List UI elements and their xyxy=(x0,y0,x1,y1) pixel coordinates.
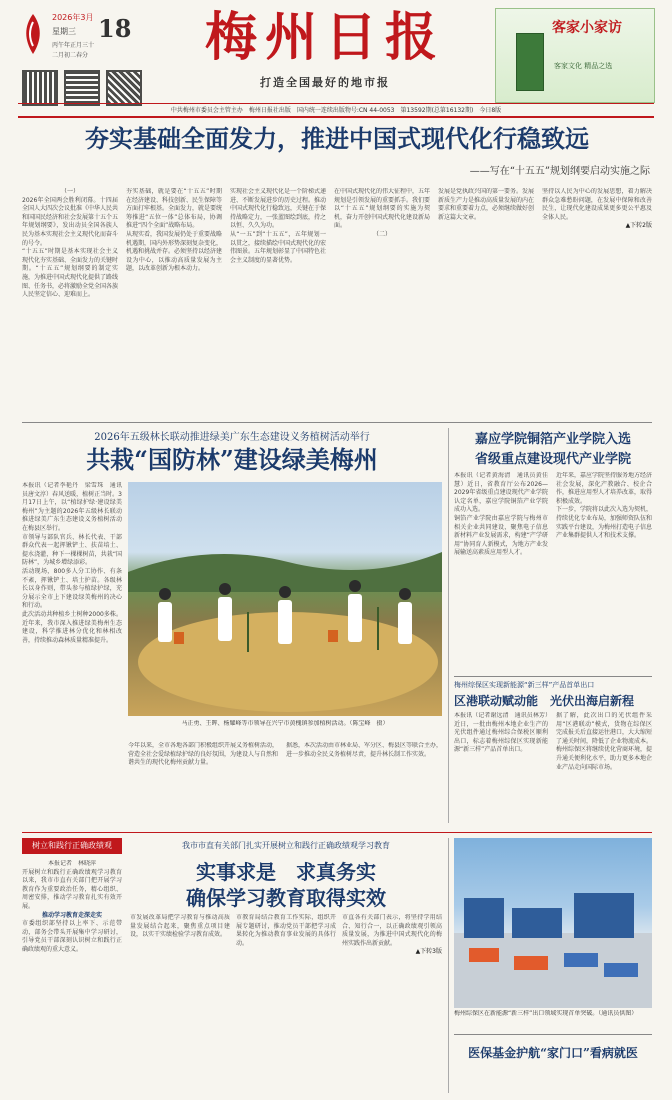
byline: 本报记者 林晓萍 xyxy=(47,860,96,867)
masthead xyxy=(0,0,672,115)
forest-headline: 共栽“国防林”建设绿美梅州 xyxy=(86,445,378,474)
paragraph: 铜箔产业学院由嘉应学院与梅州市相关企业共同建设，聚焦电子信息新材料产业发展需求，构建“产学研用”协同育人新模式，为地方产业发展输送高素质应用型人才。 xyxy=(454,514,548,557)
lead-column-2 xyxy=(126,188,222,418)
education-column-1 xyxy=(22,860,122,1090)
jump-link[interactable]: ▲下转3版 xyxy=(415,948,442,956)
date-year-month: 2026年3月 xyxy=(52,13,94,22)
paragraph: 据了解，此次出口的光伏组件采用“区港联动”模式，货物在综保区完成报关后直接运往港口，大大缩短了通关时间，降低了企业物流成本。 xyxy=(556,712,652,745)
day-number: 18 xyxy=(98,14,132,43)
rule xyxy=(22,832,652,833)
lead-column-5 xyxy=(438,188,534,418)
port-column-2 xyxy=(556,712,652,822)
masthead-divider xyxy=(18,103,654,104)
rule xyxy=(454,1034,652,1035)
paragraph: 梅州综保区将继续优化营商环境，提升通关便利化水平，助力更多本地企业产品走向国际市场。 xyxy=(556,746,652,771)
lunar-line-2: 二月初二春分 xyxy=(52,52,89,59)
ad-box xyxy=(495,8,655,103)
port-photo xyxy=(454,838,652,1008)
paragraph: 此次活动共种植乡土树种2000多株。近年来，我市深入推进绿美梅州生态建设，科学推进林分优化和林相改善，持续推动森林质量精准提升。 xyxy=(22,610,122,644)
education-subhead: 推动学习教育走深走实 xyxy=(41,911,102,919)
byline: 本报讯（记者黄海清 通讯员黄佳慧）近日，省教育厅公布2026—2029年省级重点建设现代产业学院认定名单，嘉应学院铜箔产业学院成功入选。 xyxy=(454,472,548,514)
photo-scene xyxy=(128,482,442,716)
port-photo-caption: 梅州综保区在新能源“新三样”出口领域实现首单突破。（通讯员供图） xyxy=(454,1010,638,1017)
education-column-2 xyxy=(130,914,230,1090)
rule xyxy=(454,676,652,677)
port-column-1 xyxy=(454,712,548,822)
section-marker: （一） xyxy=(60,188,79,195)
paragraph: 开展树立和践行正确政绩观学习教育以来，我市市直有关部门把开展学习教育作为重要政治任务，精心组织、周密安排，推动学习教育扎实有效开展。 xyxy=(22,868,122,910)
college-headline-1: 嘉应学院铜箔产业学院入选 xyxy=(474,432,631,447)
paragraph: 在中国式现代化的伟大征程中，五年规划是引领发展的重要抓手。我们要以“十五五”规划纲要的实施为契机，奋力开创中国式现代化建设新局面。 xyxy=(334,188,430,230)
qr-code-icon xyxy=(106,70,142,106)
paragraph: 坚持以人民为中心的发展思想，着力解决群众急难愁盼问题，在发展中保障和改善民生，让现代化建设成果更多更公平惠及全体人民。 xyxy=(542,188,652,221)
education-banner: 树立和践行正确政绩观 xyxy=(22,838,122,854)
lead-headline: 夯实基础全面发力，推进中国式现代化行稳致远 xyxy=(85,124,589,153)
forest-left-column xyxy=(22,482,122,822)
rule xyxy=(448,428,449,823)
lunar-line-1: 丙午年正月三十 xyxy=(52,42,95,49)
paper-name: 梅州日报 xyxy=(204,7,445,68)
paragraph: 夯实基础，就是要在“十五五”时期在经济建设、科技创新、民生保障等方面打牢根基。全面发力，就是要统筹推进“五位一体”总体布局，协调推进“四个全面”战略布局。 xyxy=(126,188,222,230)
forest-article xyxy=(22,428,442,823)
paragraph: 2026年全国两会胜利闭幕。十四届全国人大四次会议批准《中华人民共和国国民经济和社会发展第十五个五年规划纲要》，发出动员全国各族人民为基本实现社会主义现代化而奋斗的号令。 xyxy=(22,196,118,247)
paragraph: 从现实看，我国发展仍处于重要战略机遇期，国内外形势深刻复杂变化，机遇和挑战并存。必须坚持以经济建设为中心，以推动高质量发展为主题，以改革创新为根本动力。 xyxy=(126,230,222,273)
weekday: 星期三 xyxy=(52,27,76,36)
plum-logo-icon xyxy=(18,12,48,56)
byline: 本报讯（记者李艳丹 梁雪珠 通讯员唐文淳）春风送暖，植树正当时。3月17日上午，以“植绿护绿·建设绿美梅州”为主题的2026年五级林长联动推进绿美广东生态建设义务植树活动在梅县区举行。 xyxy=(22,482,122,532)
education-column-4 xyxy=(342,914,442,1090)
paragraph: 活动现场，800多人分工协作、有条不紊，挥锹铲土、培土护苗。各级林长以身作则，带头参与植绿护绿，充分展示全市上下建设绿美梅州的决心和行动。 xyxy=(22,567,122,610)
rule xyxy=(22,422,652,423)
slogan: 打造全国最好的地市报 xyxy=(260,76,390,89)
lead-column-4 xyxy=(334,188,430,418)
ad-tag: 客家小家访 xyxy=(552,20,622,36)
section-marker: （二） xyxy=(372,230,391,238)
forest-kicker: 2026年五级林长联动推进绿美广东生态建设义务植树活动举行 xyxy=(94,432,370,443)
port-kicker: 梅州综保区实现新能源“新三样”产品首单出口 xyxy=(454,681,595,689)
paragraph: 实现社会主义现代化是一个阶梯式递进、不断发展进步的历史过程。推动中国式现代化行稳致远，关键在于保持战略定力，一张蓝图绘到底，持之以恒、久久为功。 xyxy=(230,188,326,230)
photo-caption: 马正勇、王晖、杨耀峰等市领导在兴宁市黄槐镇参加植树活动。（陈宝峰 摄） xyxy=(181,720,389,727)
port-article xyxy=(454,680,652,825)
forest-bottom-column-2 xyxy=(286,742,442,822)
rule xyxy=(18,116,654,118)
paragraph: 下一步，学院将以此次入选为契机，持续优化专业布局，加强师资队伍和实践平台建设，为梅州打造电子信息产业集群提供人才和技术支撑。 xyxy=(556,506,652,540)
lead-column-1 xyxy=(22,188,118,418)
paragraph: 从“一五”到“十五五”，五年规划一以贯之，接续描绘中国式现代化的宏伟图景。五年规划彰显了中国特色社会主义制度的显著优势。 xyxy=(230,230,326,264)
paragraph: 市领导与部队官兵、林长代表、干部群众代表一起挥锹铲土、扶苗培土、提水浇灌，种下一棵棵树苗，共栽“国防林”，为城乡增绿添彩。 xyxy=(22,533,122,567)
lead-column-6 xyxy=(542,188,652,418)
paragraph: 近年来，嘉应学院坚持服务地方经济社会发展，深化产教融合、校企合作，推进应用型人才培养改革，取得积极成效。 xyxy=(556,472,652,505)
date-block xyxy=(18,8,138,68)
medical-headline: 医保基金护航“家门口”看病就医 xyxy=(468,1046,638,1060)
port-headline: 区港联动赋动能 光伏出海启新程 xyxy=(454,694,635,708)
ad-caption: 客家文化 精品之选 xyxy=(554,62,613,70)
education-kicker: 我市市直有关部门扎实开展树立和践行正确政绩观学习教育 xyxy=(182,841,390,850)
paragraph: 据悉，本次活动由市林业局、军分区、梅县区等联合主办，进一步推动全民义务植树尽责，提升林长制工作实效。 xyxy=(286,742,442,758)
paragraph: 市发展改革局把学习教育与推动高质量发展结合起来，聚焦重点项目建设，以实干实绩检验学习教育成效。 xyxy=(130,914,230,939)
info-line: 中共梅州市委员会主管主办 梅州日报社出版 国内统一连续出版物号:CN 44-0053 第13592期(总第16132期) 今日8版 xyxy=(170,107,502,114)
education-column-3 xyxy=(236,914,336,1090)
paragraph: 市委组织部坚持以上率下、示范带动，部务会带头开展集中学习研讨，引导党员干部深刻认识树立和践行正确政绩观的重大意义。 xyxy=(22,920,122,953)
paragraph: 市教育局结合教育工作实际，组织开展专题研讨，推动党员干部把学习成果转化为推动教育事业发展的具体行动。 xyxy=(236,914,336,947)
lead-subhead: ——写在“十五五”规划纲要启动实施之际 xyxy=(469,166,650,177)
education-article xyxy=(22,838,442,1093)
jump-link[interactable]: ▲下转2版 xyxy=(625,222,652,230)
rule xyxy=(448,838,449,1093)
paragraph: 今年以来，全市各地各部门积极组织开展义务植树活动，营造全社会爱绿植绿护绿的良好氛围，为建设人与自然和谐共生的现代化梅州贡献力量。 xyxy=(128,742,278,767)
forest-bottom-column-1 xyxy=(128,742,278,822)
college-column-1 xyxy=(454,472,548,672)
college-article xyxy=(454,428,652,673)
product-image xyxy=(516,33,544,91)
lead-column-3 xyxy=(230,188,326,418)
college-headline-2: 省级重点建设现代产业学院 xyxy=(474,452,631,467)
port-scene xyxy=(454,838,652,1008)
lead-body xyxy=(22,188,652,418)
education-headline-2: 确保学习教育取得实效 xyxy=(186,886,386,910)
paragraph: 市直各有关部门表示，将坚持学用结合、知行合一，以正确政绩观引领高质量发展，为推进中国式现代化的梅州实践作出新贡献。 xyxy=(342,914,442,947)
paragraph: “十五五”时期是基本实现社会主义现代化夯实基础、全面发力的关键时期。“十五五”规划纲要的制定实施，为推进中国式现代化提供了路线图、任务书，必将激励全党全国各族人民坚定信心、迎难而上。 xyxy=(22,248,118,299)
paragraph: 发展是党执政兴国的第一要务。发展新质生产力是推动高质量发展的内在要求和重要着力点，必须继续做好创新这篇大文章。 xyxy=(438,188,534,221)
education-headline-1: 实事求是 求真务实 xyxy=(196,860,376,884)
qr-code-icon xyxy=(64,70,100,106)
byline: 本报讯（记者谢远清 通讯员林芳）近日，一批由梅州本地企业生产的光伏组件通过梅州综合保税区顺利出口，标志着梅州综保区实现新能源“新三样”产品首单出口。 xyxy=(454,712,548,754)
college-column-2 xyxy=(556,472,652,672)
tree-planting-photo xyxy=(128,482,442,716)
qr-code-icon xyxy=(22,70,58,106)
